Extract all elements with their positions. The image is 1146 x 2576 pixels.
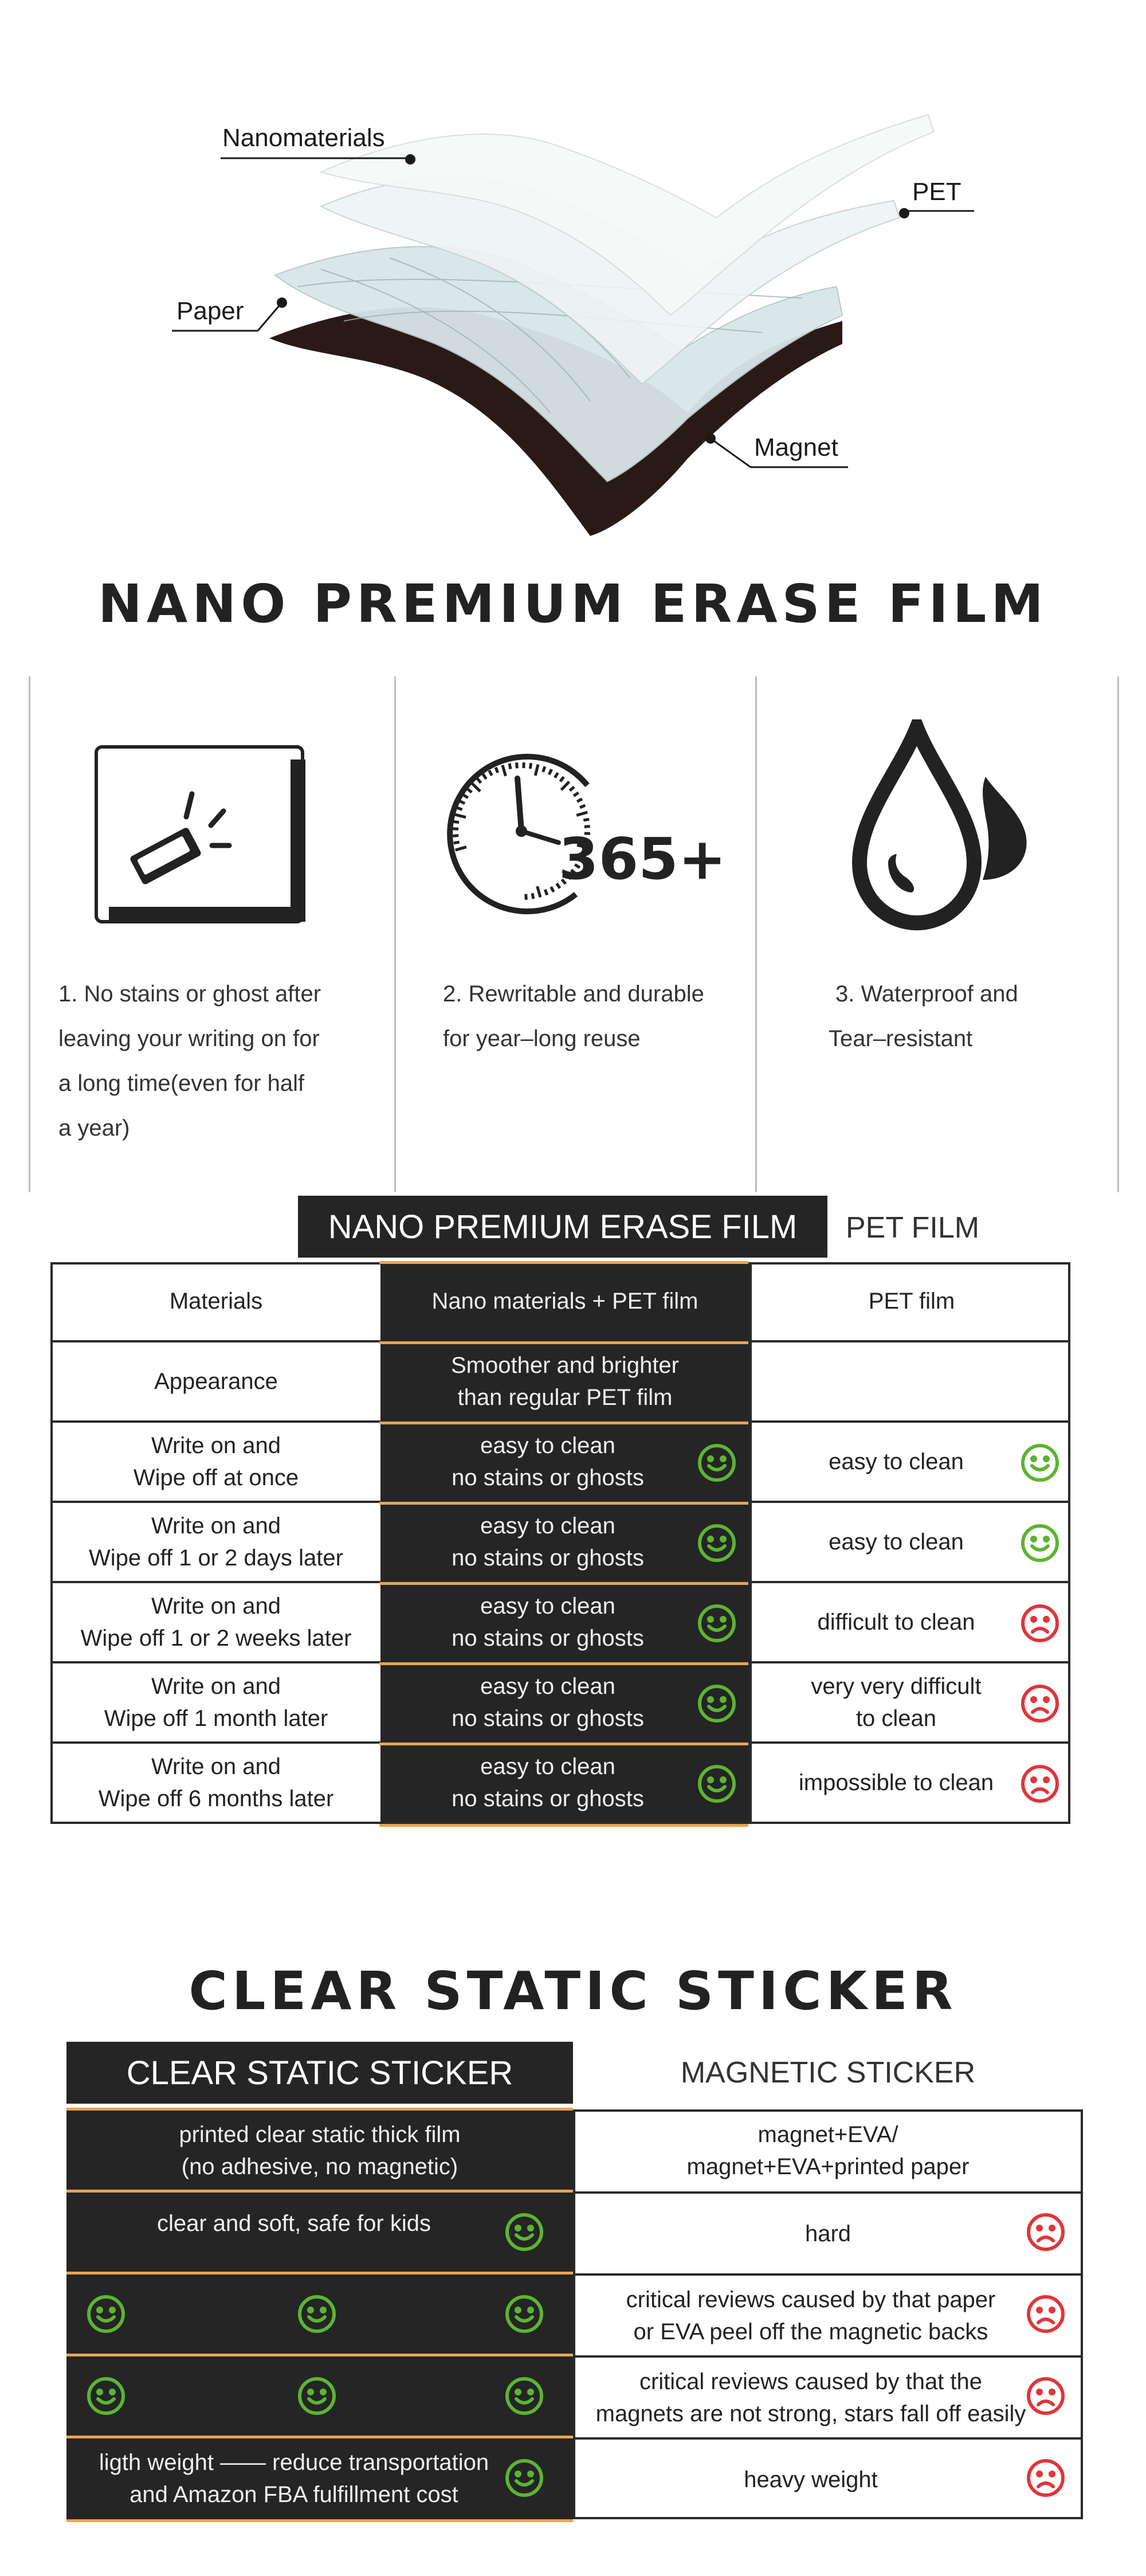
accent-divider: [379, 1341, 748, 1344]
clock-tick: [532, 893, 533, 899]
smiley-face-icon: [504, 2294, 544, 2334]
accent-divider: [66, 2436, 573, 2438]
row-label: Materials: [52, 1262, 383, 1340]
row-label: Appearance: [52, 1342, 383, 1420]
pet-cell: easy to clean: [749, 1423, 1069, 1501]
clock-tick: [526, 894, 527, 900]
table-row: [52, 1744, 1069, 1824]
pet-cell: very very difficult to clean: [749, 1663, 1069, 1741]
clock-tick: [543, 766, 545, 772]
table1-header-pet: PET FILM: [846, 1211, 980, 1244]
water-drop-icon: [848, 719, 1054, 931]
clock-tick: [454, 842, 460, 843]
pet-cell: PET film: [749, 1262, 1072, 1340]
clock-tick: [560, 777, 564, 781]
clock-tick: [574, 793, 578, 796]
pet-cell: impossible to clean: [749, 1744, 1069, 1822]
row-label: Write on and Wipe off 1 month later: [52, 1663, 383, 1741]
sad-face-icon: [1020, 1603, 1060, 1643]
sad-face-icon: [1026, 2212, 1066, 2252]
accent-divider: [379, 1582, 748, 1585]
clock-tick: [457, 808, 462, 809]
feature-2-line: for year–long reuse: [443, 1026, 641, 1051]
accent-divider: [66, 2354, 573, 2356]
nano-cell: Smoother and brighter than regular PET film: [380, 1342, 749, 1420]
feature-3-line: Tear–resistant: [829, 1026, 973, 1051]
section1-title: NANO PREMIUM ERASE FILM: [98, 573, 1048, 635]
film-layers-illustration: [0, 0, 1146, 550]
section2-title: CLEAR STATIC STICKER: [189, 1960, 957, 2022]
accent-divider: [66, 2519, 573, 2522]
smiley-face-icon: [86, 2294, 126, 2334]
smiley-face-icon: [297, 2376, 337, 2416]
clock-tick: [580, 805, 585, 808]
sad-face-icon: [1020, 1684, 1060, 1724]
accent-divider: [379, 1261, 748, 1264]
table-row: [0, 2437, 1146, 2519]
clock-tick: [453, 821, 459, 822]
nano-cell: easy to clean no stains or ghosts: [380, 1583, 749, 1661]
magnetic-cell: heavy weight: [573, 2437, 1083, 2519]
clock-tick: [577, 799, 582, 802]
table-row: [0, 2191, 1146, 2273]
clock-365-badge: 365+: [559, 825, 727, 892]
clock-tick: [455, 815, 466, 817]
feature-divider: [29, 676, 30, 1192]
clear-static-cell: printed clear static thick film (no adhesive, no magnetic): [66, 2109, 573, 2191]
smiley-face-icon: [697, 1684, 737, 1724]
table-row: [52, 1663, 1069, 1744]
table-row: [0, 2355, 1146, 2437]
feature-3-line: 3. Waterproof and: [835, 981, 1018, 1007]
feature-1-line: leaving your writing on for: [58, 1026, 320, 1051]
layer-label-magnet: Magnet: [754, 433, 838, 461]
table-row: [0, 2273, 1146, 2355]
clock-tick: [496, 768, 498, 773]
table-row: [0, 2109, 1146, 2191]
smiley-face-icon: [697, 1603, 737, 1643]
accent-divider: [66, 2190, 573, 2193]
smiley-face-icon: [504, 2458, 544, 2498]
row-label: Write on and Wipe off at once: [52, 1423, 383, 1501]
layer-label-paper: Paper: [176, 297, 244, 325]
table-row: [52, 1423, 1069, 1503]
feature-1-line: a long time(even for half: [58, 1071, 305, 1096]
magnetic-cell: hard: [573, 2191, 1083, 2273]
accent-divider: [379, 1502, 748, 1505]
clock-tick: [555, 773, 558, 777]
smiley-face-icon: [504, 2212, 544, 2252]
magnetic-cell: critical reviews caused by that the magnets are not strong, stars fall off easily: [573, 2355, 1083, 2437]
accent-divider: [66, 2108, 573, 2111]
pet-cell: easy to clean: [749, 1503, 1069, 1581]
feature-3-text: [829, 972, 1018, 1061]
clock-tick: [477, 778, 481, 783]
clock-tick: [530, 763, 531, 769]
clear-static-cell: [66, 2273, 573, 2355]
clock-tick: [583, 819, 589, 820]
feature-1-line: 1. No stains or ghost after: [58, 981, 321, 1007]
nano-cell: Nano materials + PET film: [380, 1262, 749, 1340]
clock-tick: [456, 847, 466, 851]
sad-face-icon: [1026, 2294, 1066, 2334]
clock-tick: [545, 890, 547, 895]
table2-right-frame: [573, 2109, 1083, 2519]
layer-label-nanomaterials: Nanomaterials: [222, 124, 385, 152]
smiley-face-icon: [697, 1443, 737, 1483]
row-label: Write on and Wipe off 1 or 2 weeks later: [52, 1583, 383, 1661]
nano-cell: easy to clean no stains or ghosts: [380, 1663, 749, 1741]
pet-cell: [749, 1342, 1072, 1420]
row-label: Write on and Wipe off 1 or 2 days later: [52, 1503, 383, 1581]
table2-header-clear-static: CLEAR STATIC STICKER: [66, 2042, 573, 2104]
clock-tick: [549, 769, 551, 774]
clock-tick: [551, 887, 554, 892]
clock-tick: [576, 812, 587, 816]
clock-tick: [535, 765, 538, 776]
clock-tick: [463, 794, 468, 797]
feature-divider: [755, 676, 757, 1192]
smiley-face-icon: [697, 1523, 737, 1563]
clear-static-cell: ligth weight —— reduce transportation and Amazon FBA fulfillment cost: [66, 2437, 573, 2519]
clock-tick: [460, 801, 465, 803]
accent-divider: [66, 2272, 573, 2274]
accent-divider: [379, 1662, 748, 1665]
row-label: Write on and Wipe off 6 months later: [52, 1744, 383, 1822]
table-row: [52, 1503, 1069, 1583]
accent-divider: [379, 1824, 748, 1827]
clock-tick: [483, 774, 486, 779]
magnetic-cell: critical reviews caused by that paper or EVA peel off the magnetic backs: [573, 2273, 1083, 2355]
feature-2-line: 2. Rewritable and durable: [443, 981, 704, 1007]
table1-header-nano: NANO PREMIUM ERASE FILM: [298, 1196, 827, 1258]
sad-face-icon: [1026, 2458, 1066, 2498]
feature-divider: [394, 676, 396, 1192]
table-row: [52, 1262, 1069, 1342]
clock-tick: [570, 787, 574, 790]
table-row: [52, 1583, 1069, 1663]
smiley-face-icon: [1020, 1523, 1060, 1563]
pet-cell: difficult to clean: [749, 1583, 1069, 1661]
smiley-face-icon: [697, 1764, 737, 1804]
accent-divider: [379, 1422, 748, 1424]
smiley-face-icon: [1020, 1443, 1060, 1483]
accent-divider: [379, 1743, 748, 1745]
nano-cell: easy to clean no stains or ghosts: [380, 1503, 749, 1581]
smiley-face-icon: [504, 2376, 544, 2416]
magnetic-cell: magnet+EVA/ magnet+EVA+printed paper: [686, 2121, 970, 2179]
feature-1-text: [58, 972, 321, 1150]
whiteboard-eraser-icon: [92, 742, 315, 931]
clock-tick: [472, 784, 480, 792]
sad-face-icon: [1026, 2376, 1066, 2416]
clock-tick: [509, 764, 511, 769]
clear-static-cell: clear and soft, safe for kids: [66, 2191, 573, 2273]
feature-divider: [1117, 676, 1119, 1192]
table-row: [52, 1342, 1069, 1423]
smiley-face-icon: [297, 2294, 337, 2334]
clear-static-cell: [66, 2355, 573, 2437]
feature-2-text: [443, 972, 704, 1061]
table1-frame: [50, 1262, 1070, 1824]
clock-tick: [503, 765, 506, 776]
nano-cell: easy to clean no stains or ghosts: [380, 1423, 749, 1501]
layer-label-pet: PET: [912, 178, 961, 206]
clock-tick: [489, 770, 492, 776]
clock-tick: [467, 789, 472, 792]
sad-face-icon: [1020, 1764, 1060, 1804]
feature-1-line: a year): [58, 1115, 130, 1141]
nano-cell: easy to clean no stains or ghosts: [380, 1744, 749, 1822]
clock-tick: [561, 782, 569, 790]
smiley-face-icon: [86, 2376, 126, 2416]
clock-tick: [537, 886, 541, 897]
table2-header-magnetic: MAGNETIC STICKER: [680, 2056, 976, 2089]
